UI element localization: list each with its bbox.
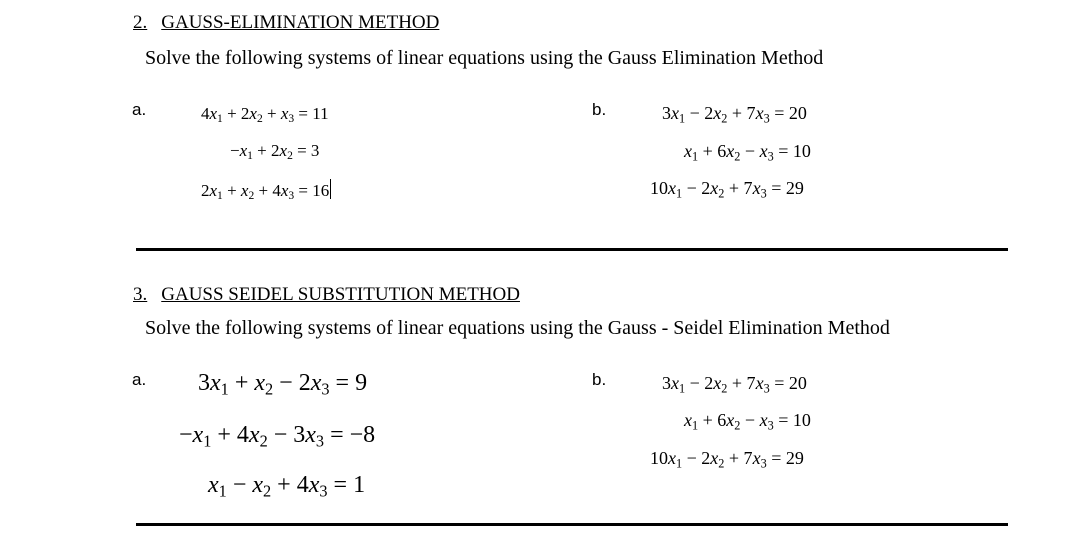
section-3-part-a-label: a. [132, 370, 147, 389]
section-2-number: 2. [133, 12, 148, 33]
section-2-b-equation-1: $3x_1 - 2x_2 + 7x_3 = 20$ [662, 103, 807, 126]
text-cursor [330, 179, 331, 199]
section-divider [136, 248, 1008, 251]
section-3-title: GAUSS SEIDEL SUBSTITUTION METHOD [161, 284, 520, 305]
section-2-a-equation-3: $2x_1 + x_2 + 4x_3 = 16$ [201, 181, 330, 203]
section-2-instruction: Solve the following systems of linear equations using the Gauss Elimination Method [145, 47, 824, 69]
section-2-a-equation-2: $-x_1 + 2x_2 = 3$ [230, 141, 320, 163]
section-3-b-equation-2: $x_1 + 6x_2 - x_3 = 10$ [684, 410, 811, 433]
section-2-b-equation-2: $x_1 + 6x_2 - x_3 = 10$ [684, 141, 811, 164]
section-3-a-equation-1: $3x_1 + x_2 - 2x_3 = 9$ [198, 370, 368, 399]
section-2-heading [133, 12, 439, 34]
section-3-b-equation-1: $3x_1 - 2x_2 + 7x_3 = 20$ [662, 373, 807, 396]
section-2-b-equation-3: $10x_1 - 2x_2 + 7x_3 = 29$ [650, 178, 804, 201]
section-3-b-equation-3: $10x_1 - 2x_2 + 7x_3 = 29$ [650, 448, 804, 471]
section-2-a-equation-1: $4x_1 + 2x_2 + x_3 = 11$ [201, 104, 329, 126]
section-3-instruction: Solve the following systems of linear equations using the Gauss - Seidel Elimination Method [145, 317, 890, 339]
section-3-a-equation-3: $x_1 - x_2 + 4x_3 = 1$ [208, 472, 366, 501]
section-3-part-b-label: b. [592, 370, 607, 389]
section-2-title: GAUSS-ELIMINATION METHOD [161, 12, 440, 33]
section-3-a-equation-2: $-x_1 + 4x_2 - 3x_3 = -8$ [179, 422, 376, 451]
bottom-divider [136, 523, 1008, 526]
section-2-part-a-label: a. [132, 100, 147, 119]
section-2-part-b-label: b. [592, 100, 607, 119]
section-3-number: 3. [133, 284, 148, 305]
section-3-heading [133, 284, 520, 306]
